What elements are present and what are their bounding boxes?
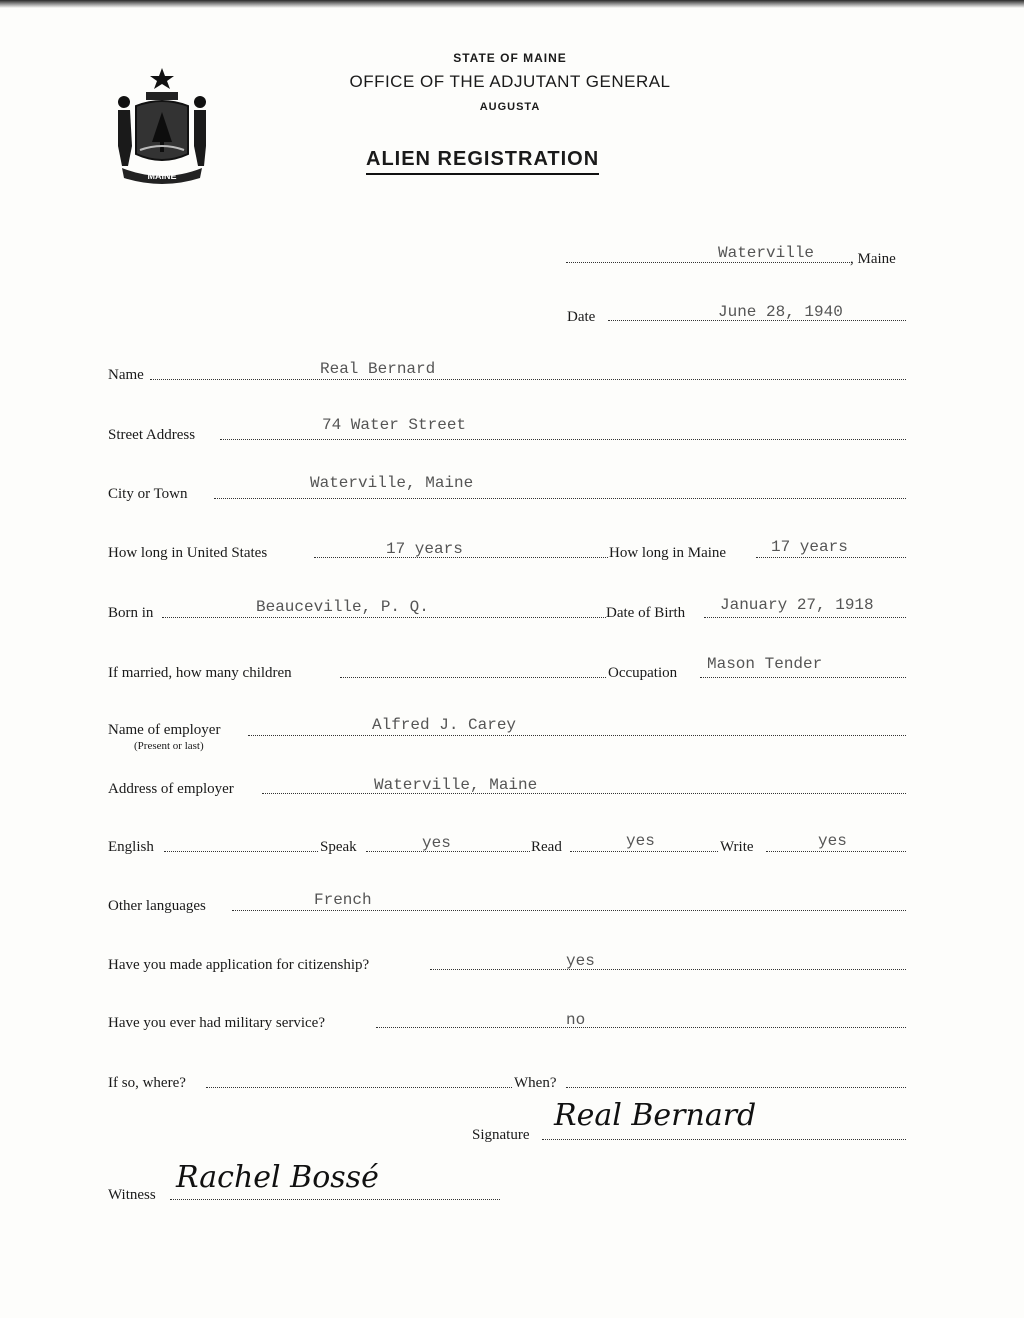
witness-label: Witness [108,1187,156,1203]
write-value: yes [818,832,847,850]
place-value: Waterville [718,244,815,262]
how-long-us-value: 17 years [386,540,463,558]
read-value: yes [626,832,655,850]
english-label: English [108,839,154,855]
born-in-line [162,617,606,618]
street-value: 74 Water Street [322,416,467,434]
where-line [206,1087,512,1088]
other-languages-value: French [314,891,372,909]
seal-banner-text: MAINE [147,171,177,181]
speak-label: Speak [320,839,357,855]
employer-address-value: Waterville, Maine [374,776,538,794]
signature-label: Signature [472,1127,530,1143]
place-suffix-label: , Maine [850,251,896,267]
occupation-value: Mason Tender [707,655,823,673]
speak-value: yes [422,834,451,852]
occupation-line [700,677,906,678]
witness-line [170,1199,500,1200]
how-long-maine-value: 17 years [771,538,848,556]
write-line [766,851,906,852]
write-label: Write [720,839,754,855]
when-line [566,1087,906,1088]
military-label: Have you ever had military service? [108,1015,325,1031]
children-label: If married, how many children [108,665,292,681]
maine-seal-icon [108,66,216,184]
city-heading: AUGUSTA [479,101,541,113]
how-long-maine-label: How long in Maine [609,545,727,561]
date-value: June 28, 1940 [718,303,843,321]
employer-address-label: Address of employer [108,781,234,797]
military-value: no [566,1011,586,1029]
employer-address-line [262,793,906,794]
employer-value: Alfred J. Carey [372,716,517,734]
military-line [376,1027,906,1028]
where-label: If so, where? [108,1075,186,1091]
dob-line [704,617,906,618]
children-line [340,677,606,678]
city-line [214,498,906,499]
how-long-us-label: How long in United States [108,545,268,561]
citizenship-value: yes [566,952,595,970]
when-label: When? [514,1075,557,1091]
employer-line [248,735,906,736]
born-in-value: Beauceville, P. Q. [256,598,429,616]
dob-value: January 27, 1918 [720,596,874,614]
employer-label: Name of employer [108,722,221,738]
name-line [150,379,906,380]
signature-line [542,1139,906,1140]
street-line [220,439,906,440]
citizenship-line [430,969,906,970]
citizenship-label: Have you made application for citizenship? [108,957,370,973]
city-value: Waterville, Maine [310,474,474,492]
street-label: Street Address [108,427,196,443]
name-label: Name [108,367,144,383]
state-heading: STATE OF MAINE [453,51,567,65]
scan-edge [0,0,1024,8]
witness-signature: Rachel Bossé [176,1160,379,1195]
born-in-label: Born in [108,605,154,621]
dob-label: Date of Birth [606,605,686,621]
read-label: Read [531,839,562,855]
read-line [570,851,718,852]
english-line [164,851,318,852]
office-heading: OFFICE OF THE ADJUTANT GENERAL [349,72,671,91]
place-line [566,262,852,263]
how-long-maine-line [756,557,906,558]
employer-sublabel: (Present or last) [134,740,204,752]
occupation-label: Occupation [608,665,678,681]
form-title: ALIEN REGISTRATION [366,148,599,175]
other-languages-label: Other languages [108,898,206,914]
city-label: City or Town [108,486,188,502]
date-label: Date [567,309,596,325]
name-value: Real Bernard [320,360,436,378]
other-languages-line [232,910,906,911]
applicant-signature: Real Bernard [554,1098,757,1133]
